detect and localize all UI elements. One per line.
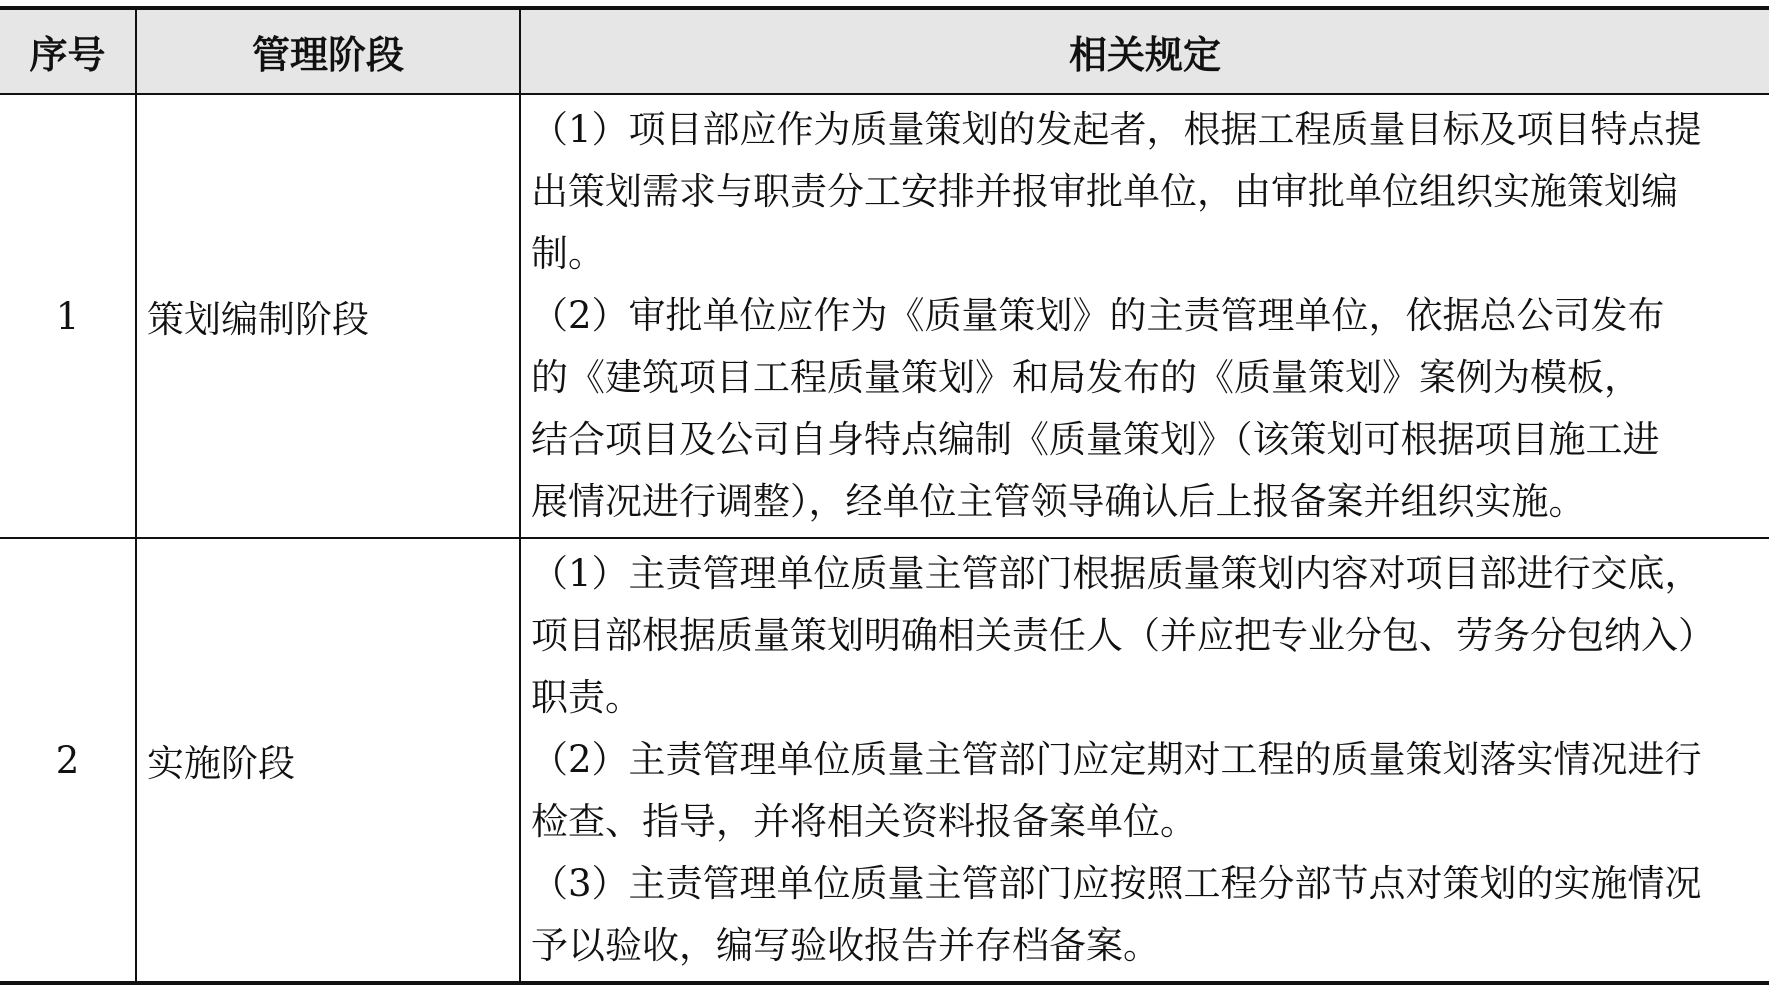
header-stage: 管理阶段 bbox=[136, 8, 520, 94]
header-row bbox=[0, 8, 1769, 94]
rule-line: （1）项目部应作为质量策划的发起者，根据工程质量目标及项目特点提 bbox=[531, 108, 1702, 151]
row-stage: 实施阶段 bbox=[136, 538, 520, 983]
row-rules bbox=[520, 538, 1769, 983]
table-row bbox=[0, 538, 1769, 983]
table-row bbox=[0, 94, 1769, 538]
rule-line: 出策划需求与职责分工安排并报审批单位，由审批单位组织实施策划编 bbox=[531, 170, 1678, 213]
table-body bbox=[0, 94, 1769, 983]
rule-line: 制。 bbox=[531, 232, 605, 275]
rule-line: 展情况进行调整），经单位主管领导确认后上报备案并组织实施。 bbox=[531, 480, 1586, 523]
rule-line: 职责。 bbox=[531, 676, 642, 719]
row-index: 1 bbox=[0, 94, 136, 538]
header-rules: 相关规定 bbox=[520, 8, 1769, 94]
rule-line: 检查、指导，并将相关资料报备案单位。 bbox=[531, 800, 1197, 843]
header-index: 序号 bbox=[0, 8, 136, 94]
rule-line: 予以验收，编写验收报告并存档备案。 bbox=[531, 924, 1160, 967]
rule-line: 项目部根据质量策划明确相关责任人（并应把专业分包、劳务分包纳入） bbox=[531, 614, 1715, 657]
rule-line: （2）审批单位应作为《质量策划》的主责管理单位，依据总公司发布 bbox=[531, 294, 1665, 337]
rule-line: 的《建筑项目工程质量策划》和局发布的《质量策划》案例为模板， bbox=[531, 356, 1641, 399]
row-rules bbox=[520, 94, 1769, 538]
row-stage: 策划编制阶段 bbox=[136, 94, 520, 538]
rule-line: （1）主责管理单位质量主管部门根据质量策划内容对项目部进行交底， bbox=[531, 552, 1702, 595]
rule-line: （2）主责管理单位质量主管部门应定期对工程的质量策划落实情况进行 bbox=[531, 738, 1702, 781]
rule-line: 结合项目及公司自身特点编制《质量策划》（该策划可根据项目施工进 bbox=[531, 418, 1660, 461]
row-index: 2 bbox=[0, 538, 136, 983]
regulation-table bbox=[0, 6, 1769, 985]
table-header bbox=[0, 8, 1769, 94]
rule-line: （3）主责管理单位质量主管部门应按照工程分部节点对策划的实施情况 bbox=[531, 862, 1702, 905]
